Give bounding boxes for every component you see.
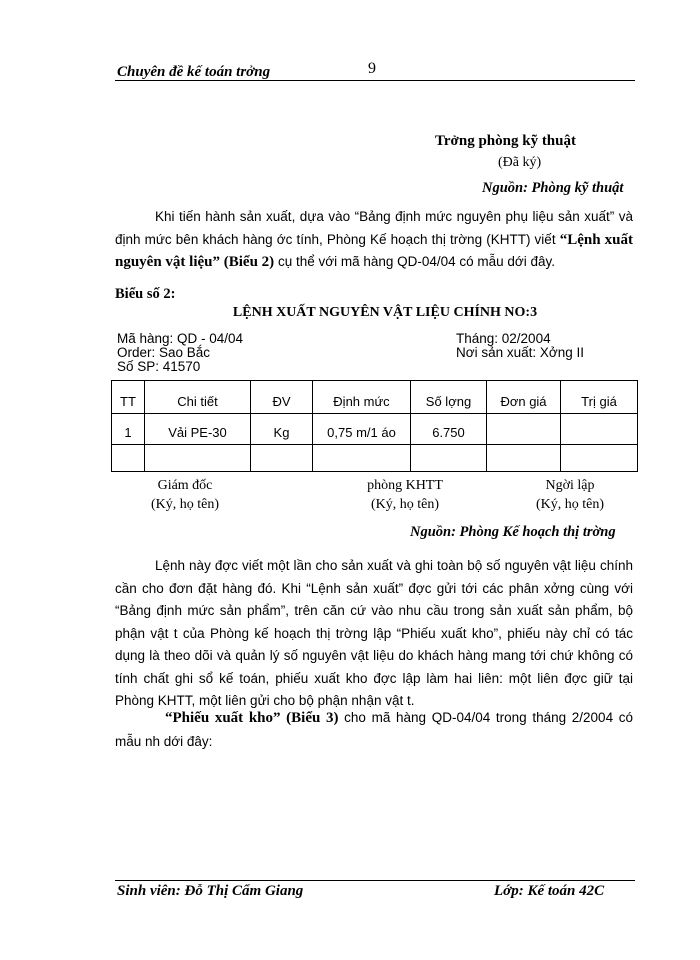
table-cell <box>411 445 487 472</box>
col-header: Số lợng <box>411 381 487 414</box>
table-cell <box>112 445 145 472</box>
signature-title: Ngời lập <box>545 478 595 493</box>
so-sp: Số SP: 41570 <box>117 359 201 374</box>
col-header: Chi tiết <box>145 381 251 414</box>
signature-note: (Ký, họ tên) <box>370 497 440 512</box>
source-khtt: Nguồn: Phòng Kế hoạch thị trờng <box>410 524 616 540</box>
thang: Tháng: 02/2004 <box>456 331 551 346</box>
signature-title: Giám đốc <box>157 478 213 493</box>
intro-text-1: Khi tiến hành sản xuất, dựa vào “Bảng định mức nguyên phụ liệu sản xuất” và định mức bên khách hàng ớc tính, Phòng Kế hoạch thị trờng (KHTT) viết <box>115 209 633 247</box>
order: Order: Sao Bắc <box>117 345 211 360</box>
intro-paragraph <box>115 206 633 274</box>
footer-student: Sinh viên: Đỗ Thị Cẩm Giang <box>117 883 304 899</box>
ma-hang: Mã hàng: QD - 04/04 <box>117 331 244 346</box>
intro-bold: “Lệnh xuất nguyên vật liệu” (Biểu 2) <box>115 231 634 270</box>
paragraph-3-text: cho mã hàng QD-04/04 trong tháng 2/2004 có mẫu nh dới đây: <box>115 710 633 749</box>
table-cell <box>313 445 411 472</box>
footer-rule <box>115 880 635 881</box>
table-cell <box>561 445 638 472</box>
table-cell <box>145 445 251 472</box>
body-paragraph <box>115 555 633 713</box>
form-label: Biểu số 2: <box>115 286 176 302</box>
table-row <box>112 414 638 445</box>
approval-role: Trởng phòng kỹ thuật <box>435 133 576 149</box>
col-header: Định mức <box>313 381 411 414</box>
intro-text-2: cụ thể với mã hàng QD-04/04 có mẫu dới đây. <box>274 254 556 269</box>
table-header-row <box>112 381 638 414</box>
approval-source: Nguồn: Phòng kỹ thuật <box>482 180 624 196</box>
table-cell <box>487 414 561 445</box>
table-row-empty <box>112 445 638 472</box>
header-rule <box>115 80 635 81</box>
signature-preparer <box>520 478 620 513</box>
paragraph-3-bold: “Phiếu xuất kho” (Biểu 3) <box>165 710 339 726</box>
col-header: ĐV <box>251 381 313 414</box>
table-cell: Vải PE-30 <box>145 414 251 445</box>
table-cell: 1 <box>112 414 145 445</box>
body-paragraph-text: Lệnh này đợc viết một lần cho sản xuất và ghi toàn bộ số nguyên vật liệu chính cần cho đơn đặt hàng đó. Khi “Lệnh sản xuất” đợc gửi tới các phân xởng cùng với “Bảng định mức sản phẩm”, trên căn cứ vào nhu cầu trong sản xuất sản phẩm, bộ phận vật t của Phòng kế hoạch thị trờng lập “Phiếu xuất kho”, phiếu này chỉ có tác dụng là theo dõi và quản lý số nguyên vật liệu do khách hàng mang tới chứ không có tính chất ghi sổ kế toán, phiếu xuất kho đợc lập làm hai liên: một liên đợc giữ tại Phòng KHTT, một liên gửi cho bộ phận nhận vật t. <box>115 558 633 708</box>
form-title: LỆNH XUẤT NGUYÊN VẬT LIỆU CHÍNH NO:3 <box>232 305 538 320</box>
signature-khtt <box>355 478 455 513</box>
signature-director <box>140 478 230 513</box>
table-cell <box>487 445 561 472</box>
table-cell: 6.750 <box>411 414 487 445</box>
footer-class: Lớp: Kế toán 42C <box>494 883 605 899</box>
signature-note: (Ký, họ tên) <box>150 497 220 512</box>
signature-note: (Ký, họ tên) <box>535 497 605 512</box>
col-header: Trị giá <box>561 381 638 414</box>
material-order-table <box>111 380 638 472</box>
col-header: Đơn giá <box>487 381 561 414</box>
page-number: 9 <box>368 60 376 77</box>
table-cell <box>561 414 638 445</box>
approval-status: (Đã ký) <box>498 155 542 170</box>
paragraph-3 <box>115 706 633 753</box>
table-cell: Kg <box>251 414 313 445</box>
header-title: Chuyên đề kế toán trởng <box>117 64 271 80</box>
table-cell <box>251 445 313 472</box>
table-cell: 0,75 m/1 áo <box>313 414 411 445</box>
noi-san-xuat: Nơi sản xuất: Xởng II <box>456 345 585 360</box>
col-header: TT <box>112 381 145 414</box>
signature-title: phòng KHTT <box>367 478 443 493</box>
